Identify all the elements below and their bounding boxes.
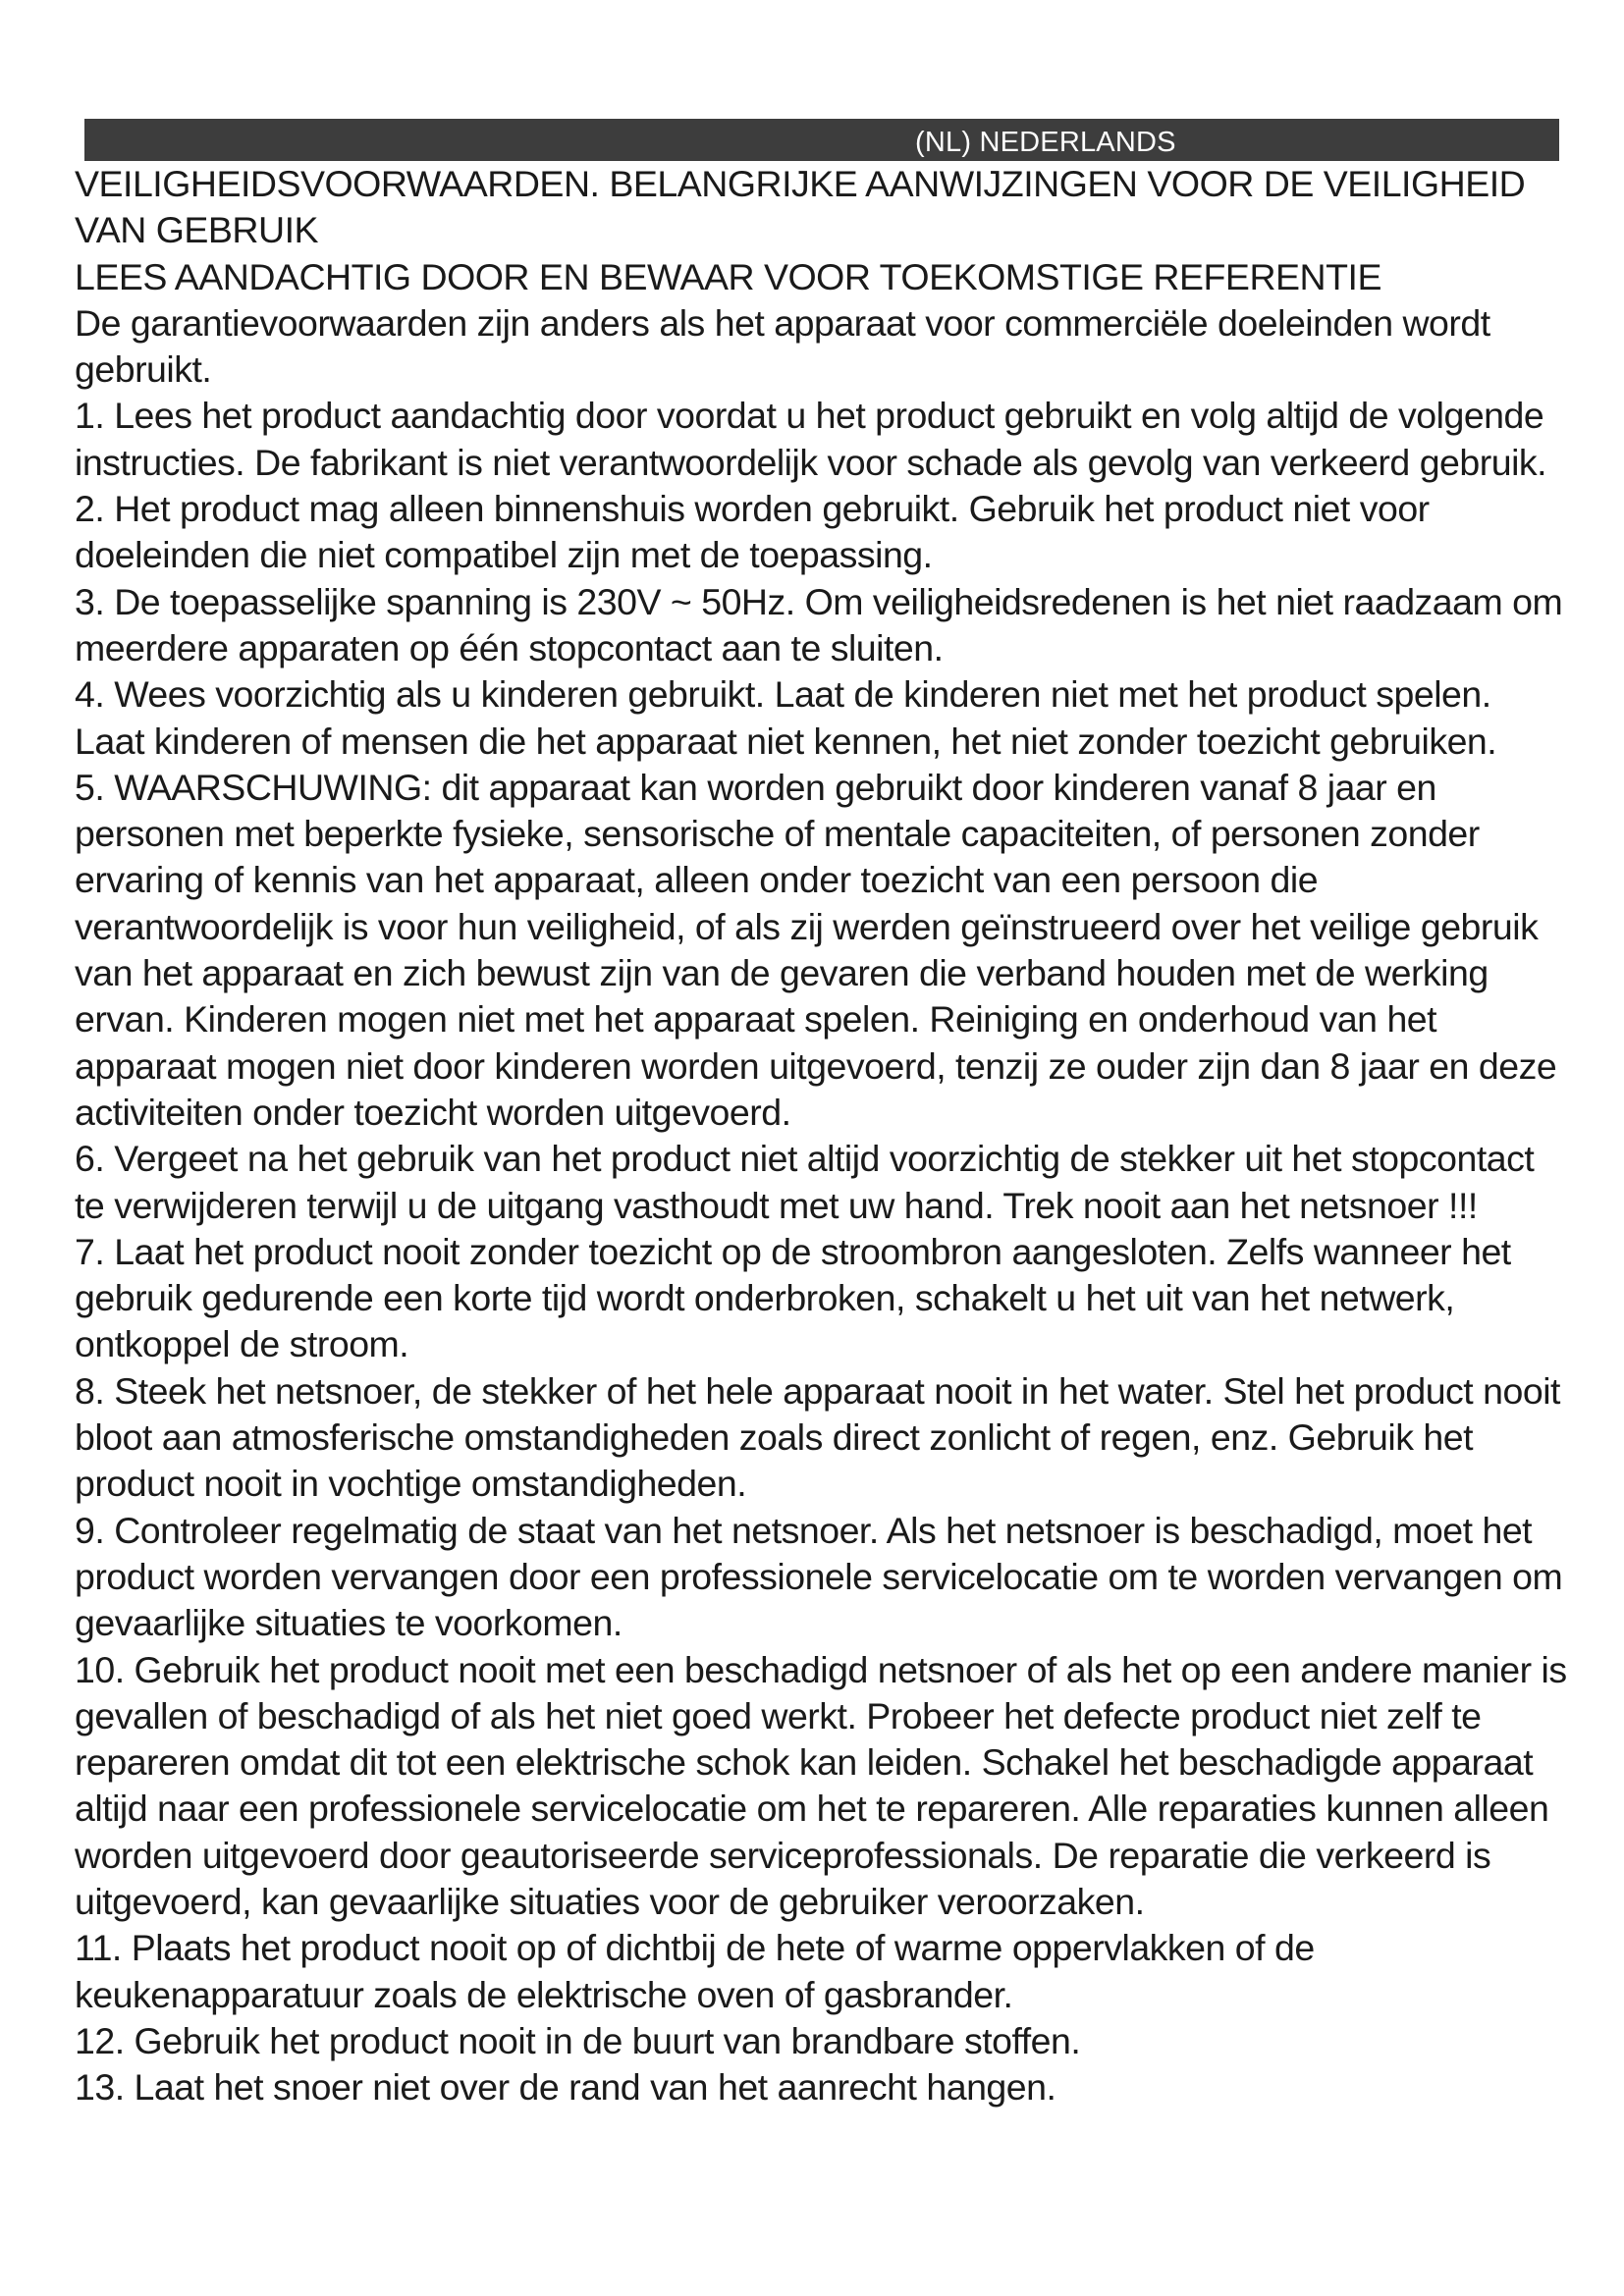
instruction-item: 7. Laat het product nooit zonder toezicht op de stroombron aangesloten. Zelfs wanneer het gebruik gedurende een korte tijd wordt onderbroken, schakelt u het uit van het netwerk, ontkoppel de stroom. <box>75 1230 1511 1365</box>
instruction-item: 9. Controleer regelmatig de staat van het netsnoer. Als het netsnoer is beschadigd, moet het product worden vervangen door een professionele servicelocatie om te worden vervangen om gevaarlijke situaties te voorkomen. <box>75 1509 1563 1644</box>
warranty-note: De garantievoorwaarden zijn anders als het apparaat voor commerciële doeleinden wordt gebruikt. <box>75 301 1490 391</box>
instruction-item: 5. WAARSCHUWING: dit apparaat kan worden gebruikt door kinderen vanaf 8 jaar en personen met beperkte fysieke, sensorische of mentale capaciteiten, of personen zonder ervaring of kennis van het apparaat, alleen onder toezicht van een persoon die verantwoordelijk is voor hun veiligheid, of als zij werden geïnstrueerd over het veilige gebruik van het apparaat en zich bewust zijn van de gevaren die verband houden met de werking ervan. Kinderen mogen niet met het apparaat spelen. Reiniging en onderhoud van het apparaat mogen niet door kinderen worden uitgevoerd, tenzij ze ouder zijn dan 8 jaar en deze activiteiten onder toezicht worden uitgevoerd. <box>75 766 1557 1133</box>
language-header-bar <box>84 119 1559 161</box>
instruction-item: 6. Vergeet na het gebruik van het product niet altijd voorzichtig de stekker uit het stopcontact te verwijderen terwijl u de uitgang vasthoudt met uw hand. Trek nooit aan het netsnoer !!! <box>75 1138 1535 1226</box>
safety-instructions <box>75 161 1567 2110</box>
document-title: VEILIGHEIDSVOORWAARDEN. BELANGRIJKE AANWIJZINGEN VOOR DE VEILIGHEID VAN GEBRUIK <box>75 163 1526 251</box>
document-subtitle: LEES AANDACHTIG DOOR EN BEWAAR VOOR TOEKOMSTIGE REFERENTIE <box>75 255 1381 297</box>
language-label: (NL) NEDERLANDS <box>915 127 1176 158</box>
instruction-item: 4. Wees voorzichtig als u kinderen gebruikt. Laat de kinderen niet met het product spelen. Laat kinderen of mensen die het apparaat niet kennen, het niet zonder toezicht gebruiken. <box>75 673 1497 762</box>
instruction-item: 2. Het product mag alleen binnenshuis worden gebruikt. Gebruik het product niet voor doeleinden die niet compatibel zijn met de toepassing. <box>75 488 1430 576</box>
instruction-item: 11. Plaats het product nooit op of dichtbij de hete of warme oppervlakken of de keukenapparatuur zoals de elektrische oven of gasbrander. <box>75 1927 1315 2015</box>
instruction-item: 8. Steek het netsnoer, de stekker of het hele apparaat nooit in het water. Stel het product nooit bloot aan atmosferische omstandigheden zoals direct zonlicht of regen, enz. Gebruik het product nooit in vochtige omstandigheden. <box>75 1369 1560 1505</box>
instruction-item: 1. Lees het product aandachtig door voordat u het product gebruikt en volg altijd de volgende instructies. De fabrikant is niet verantwoordelijk voor schade als gevolg van verkeerd gebruik. <box>75 395 1547 483</box>
instruction-item: 13. Laat het snoer niet over de rand van het aanrecht hangen. <box>75 2066 1056 2109</box>
instruction-item: 3. De toepasselijke spanning is 230V ~ 50Hz. Om veiligheidsredenen is het niet raadzaam om meerdere apparaten op één stopcontact aan te sluiten. <box>75 580 1563 668</box>
instruction-item: 10. Gebruik het product nooit met een beschadigd netsnoer of als het op een andere manier is gevallen of beschadigd of als het niet goed werkt. Probeer het defecte product niet zelf te repareren omdat dit tot een elektrische schok kan leiden. Schakel het beschadigde apparaat altijd naar een professionele servicelocatie om het te repareren. Alle reparaties kunnen alleen worden uitgevoerd door geautoriseerde serviceprofessionals. De reparatie die verkeerd is uitgevoerd, kan gevaarlijke situaties voor de gebruiker veroorzaken. <box>75 1648 1567 1922</box>
instruction-item: 12. Gebruik het product nooit in de buurt van brandbare stoffen. <box>75 2019 1081 2061</box>
